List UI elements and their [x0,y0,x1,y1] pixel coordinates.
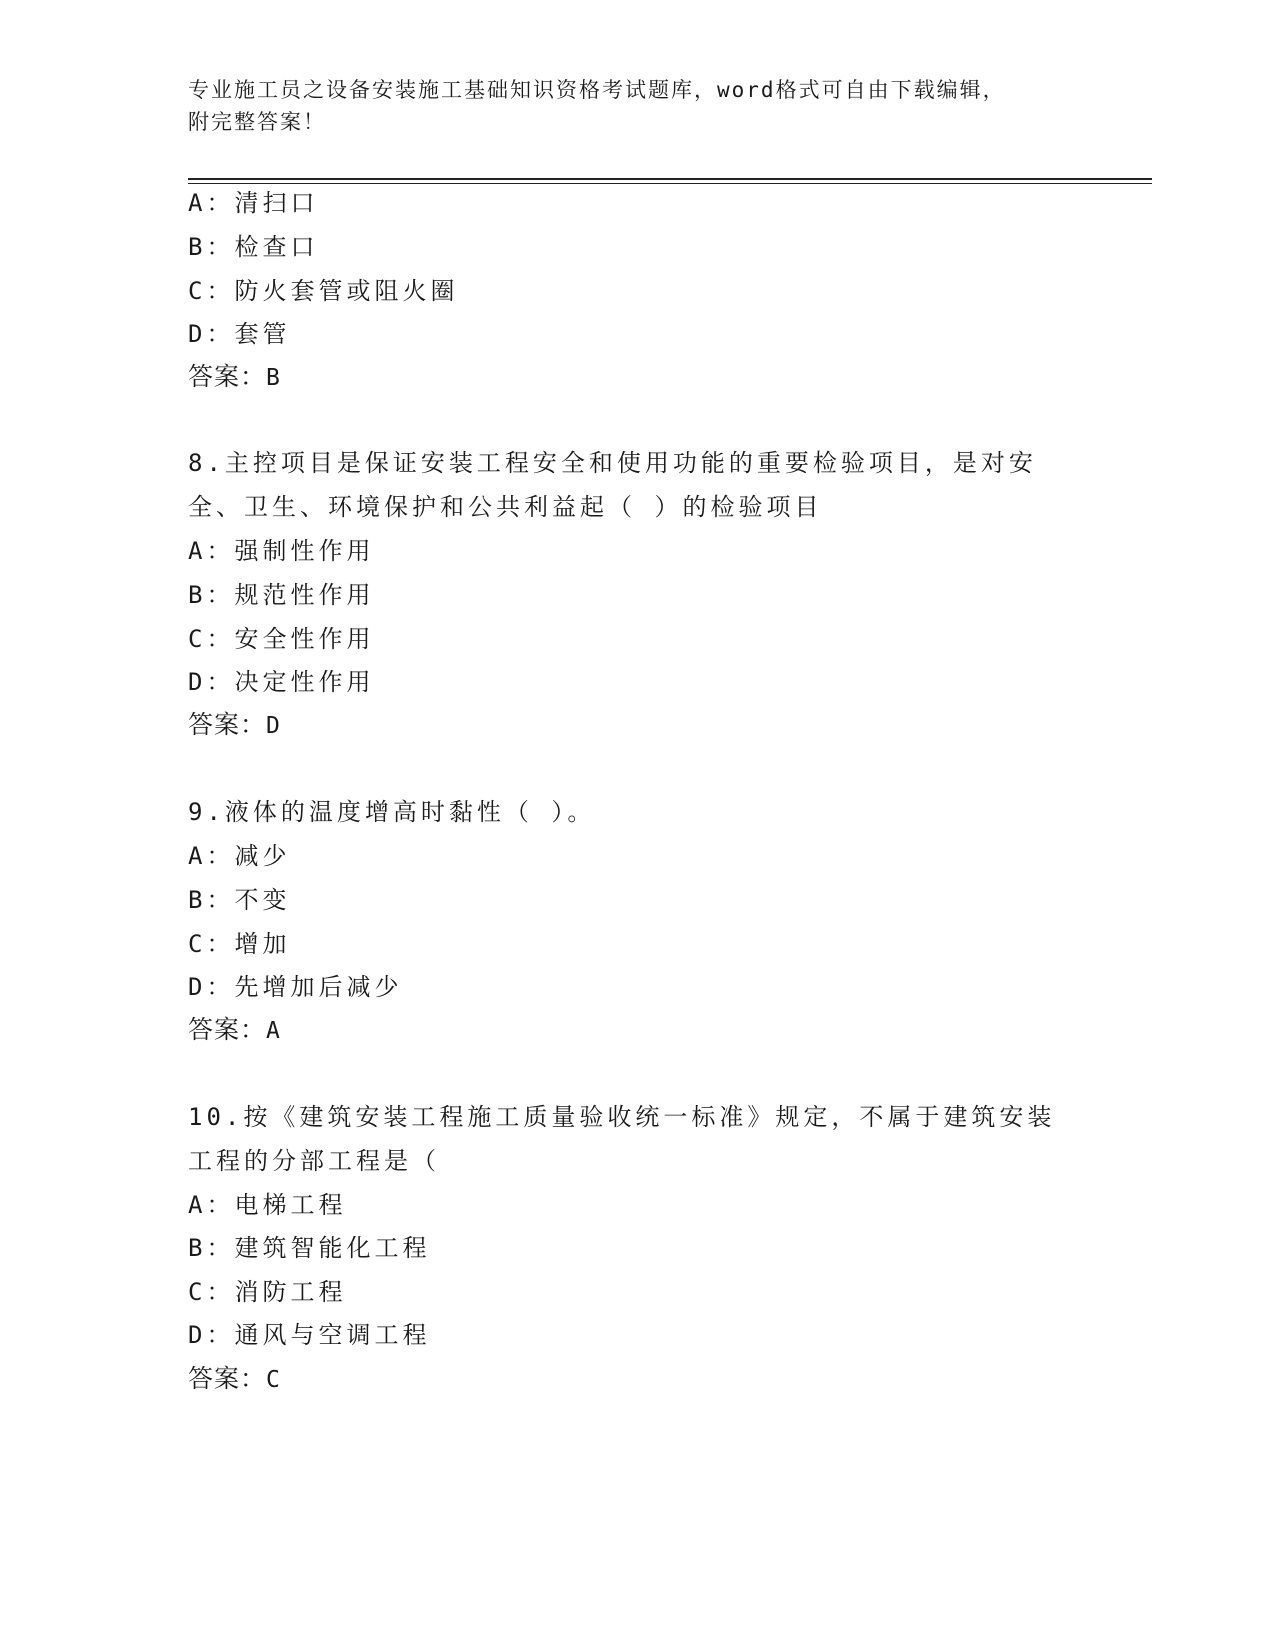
header-line-2: 附完整答案！ [188,110,326,134]
q7-option-d: D：套管 [188,320,291,348]
q9-option-b: B：不变 [188,886,291,914]
q8-option-c: C：安全性作用 [188,625,375,653]
q10-stem-line-1: 10.按《建筑安装工程施工质量验收统一标准》规定，不属于建筑安装 [188,1103,1056,1131]
q9-answer [188,1015,281,1046]
q10-stem-line-2: 工程的分部工程是（ [188,1147,440,1175]
q10-option-a: A：电梯工程 [188,1191,347,1219]
q8-option-d: D：决定性作用 [188,668,375,696]
document-header [188,74,1088,138]
q7-option-c: C：防火套管或阻火圈 [188,277,459,305]
q7-answer [188,362,281,393]
q9-stem: 9.液体的温度增高时黏性（ ）。 [188,798,596,826]
q8-answer [188,710,281,741]
header-divider-thin [188,183,1152,184]
answer-value: A [266,1018,281,1044]
q9-option-a: A：减少 [188,842,291,870]
q10-option-b: B：建筑智能化工程 [188,1234,431,1262]
q7-option-b: B：检查口 [188,233,319,261]
q10-answer [188,1364,281,1395]
answer-value: B [266,365,281,391]
q8-option-b: B：规范性作用 [188,581,375,609]
q10-option-c: C：消防工程 [188,1278,347,1306]
header-line-1: 专业施工员之设备安装施工基础知识资格考试题库，word格式可自由下载编辑， [188,78,1006,102]
q8-option-a: A：强制性作用 [188,537,375,565]
answer-value: C [266,1367,281,1393]
answer-label: 答案： [188,1364,267,1393]
q8-stem-line-1: 8.主控项目是保证安装工程安全和使用功能的重要检验项目，是对安 [188,449,1037,477]
q8-stem-line-2: 全、卫生、环境保护和公共利益起（ ）的检验项目 [188,493,823,521]
answer-value: D [266,713,281,739]
q10-option-d: D：通风与空调工程 [188,1321,431,1349]
answer-label: 答案： [188,362,267,391]
q9-option-c: C：增加 [188,930,291,958]
answer-label: 答案： [188,1015,267,1044]
q9-option-d: D：先增加后减少 [188,973,403,1001]
header-divider [188,178,1152,180]
answer-label: 答案： [188,710,267,739]
q7-option-a: A：清扫口 [188,189,319,217]
